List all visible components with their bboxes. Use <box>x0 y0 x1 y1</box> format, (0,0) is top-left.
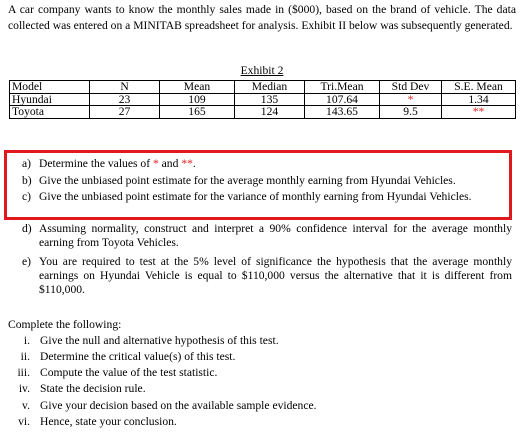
cell-trimean: 107.64 <box>305 93 380 106</box>
question-text: Assuming normality, construct and interpret a 90% confidence interval for the average monthly earning from Toyota Vehicles. <box>39 222 512 249</box>
cell-mean: 109 <box>160 93 235 106</box>
question-label: a) <box>22 157 32 170</box>
question-label: d) <box>22 222 32 235</box>
table-header-row <box>10 81 516 94</box>
cell-n: 23 <box>90 93 160 106</box>
list-item-text: State the decision rule. <box>40 382 146 395</box>
table-row <box>10 93 516 106</box>
list-item-text: Determine the critical value(s) of this test. <box>40 350 236 363</box>
table-row <box>10 106 516 119</box>
question-text: Give the unbiased point estimate for the variance of monthly earning from Hyundai Vehicles. <box>39 190 472 203</box>
header-mean: Mean <box>160 81 235 94</box>
cell-model: Hyundai <box>10 93 90 106</box>
header-n: N <box>90 81 160 94</box>
cell-stddev-missing: * <box>380 93 442 106</box>
header-median: Median <box>235 81 305 94</box>
intro-paragraph: A car company wants to know the monthly sales made in ($000), based on the brand of vehicle. The data collected was entered on a MINITAB spreadsheet for analysis. Exhibit II below was subsequently generated. <box>8 3 516 32</box>
question-label: e) <box>22 255 32 268</box>
asterisk-single: * <box>152 157 159 170</box>
question-text: Give the unbiased point estimate for the average monthly earning from Hyundai Vehicles. <box>39 174 456 187</box>
question-d <box>22 222 512 250</box>
question-e <box>22 255 512 297</box>
cell-semean-missing: ** <box>442 106 516 119</box>
list-item-number: ii. <box>20 350 30 363</box>
question-label: b) <box>22 174 32 187</box>
list-item-text: Give your decision based on the available sample evidence. <box>40 399 317 412</box>
cell-n: 27 <box>90 106 160 119</box>
question-text: Determine the values of * and **. <box>39 157 196 170</box>
cell-mean: 165 <box>160 106 235 119</box>
asterisk-double: ** <box>181 157 193 170</box>
list-item-number: vi. <box>18 415 30 428</box>
cell-trimean: 143.65 <box>305 106 380 119</box>
header-semean: S.E. Mean <box>442 81 516 94</box>
highlight-box <box>4 150 512 220</box>
list-item-text: Give the null and alternative hypothesis of this test. <box>40 334 279 347</box>
header-trimean: Tri.Mean <box>305 81 380 94</box>
cell-semean: 1.34 <box>442 93 516 106</box>
question-text: You are required to test at the 5% level of significance the hypothesis that the average monthly earnings on Hyundai Vehicle is equal to $110,000 versus the alternative that it is different from $110,000. <box>39 255 512 296</box>
list-item-number: v. <box>22 399 30 412</box>
exhibit-title: Exhibit 2 <box>240 64 284 77</box>
cell-median: 135 <box>235 93 305 106</box>
list-item-number: i. <box>23 334 30 347</box>
exhibit-table <box>9 80 516 119</box>
list-item-text: Compute the value of the test statistic. <box>40 366 218 379</box>
header-stddev: Std Dev <box>380 81 442 94</box>
list-item-number: iii. <box>17 366 30 379</box>
list-item-number: iv. <box>18 382 30 395</box>
complete-heading: Complete the following: <box>8 318 122 331</box>
cell-stddev: 9.5 <box>380 106 442 119</box>
question-label: c) <box>22 190 32 203</box>
cell-median: 124 <box>235 106 305 119</box>
list-item-text: Hence, state your conclusion. <box>40 415 177 428</box>
cell-model: Toyota <box>10 106 90 119</box>
header-model: Model <box>10 81 90 94</box>
